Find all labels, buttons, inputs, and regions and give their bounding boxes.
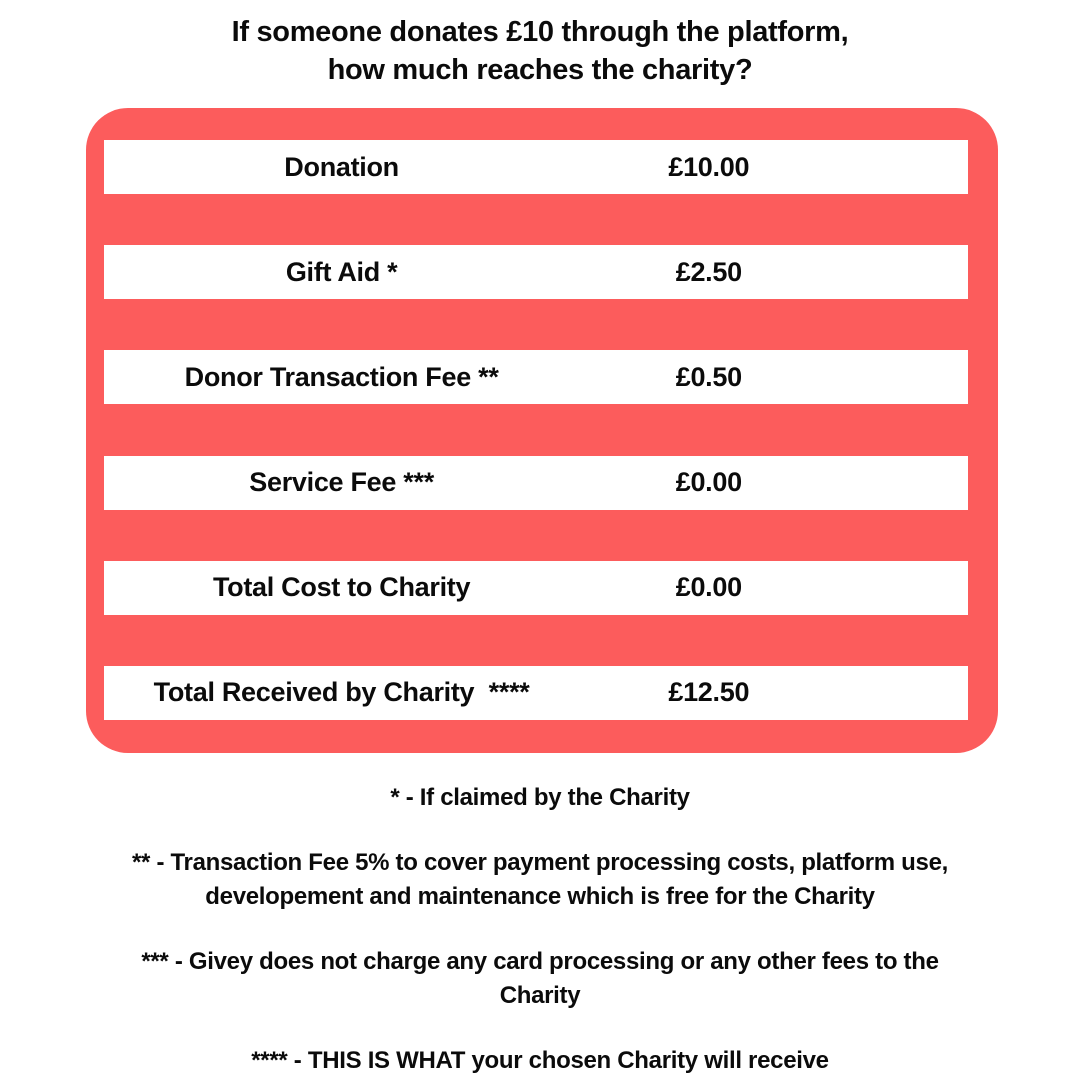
footnote-line: **** - THIS IS WHAT your chosen Charity will receive xyxy=(251,1047,829,1074)
page-title-line-1: If someone donates £10 through the platform, xyxy=(231,16,849,48)
footnote-service-fee xyxy=(55,945,1025,1013)
table-row-donor-transaction-fee xyxy=(104,350,968,404)
row-value: £12.50 xyxy=(668,677,750,708)
footnote-line: Charity xyxy=(499,982,581,1009)
fee-breakdown-panel xyxy=(86,108,998,753)
row-value: £0.00 xyxy=(675,467,742,498)
row-label: Total Cost to Charity xyxy=(212,572,471,603)
row-label: Donation xyxy=(284,151,399,182)
table-row-total-cost xyxy=(104,561,968,615)
row-label: Donor Transaction Fee ** xyxy=(184,361,499,392)
row-value: £10.00 xyxy=(668,151,750,182)
footnote-total-received xyxy=(55,1044,1025,1078)
row-label: Service Fee *** xyxy=(249,467,434,498)
footnote-gift-aid xyxy=(55,781,1025,815)
footnote-transaction-fee xyxy=(55,846,1025,914)
page-title xyxy=(0,13,1080,89)
footnote-line: * - If claimed by the Charity xyxy=(390,784,690,811)
row-label: Gift Aid * xyxy=(285,256,398,287)
footnote-line: ** - Transaction Fee 5% to cover payment processing costs, platform use, xyxy=(132,849,948,876)
row-value: £0.50 xyxy=(675,361,742,392)
page-title-line-2: how much reaches the charity? xyxy=(327,54,753,86)
row-label: Total Received by Charity **** xyxy=(153,677,530,708)
row-value: £2.50 xyxy=(675,256,742,287)
fee-table xyxy=(104,140,968,720)
row-value: £0.00 xyxy=(675,572,742,603)
table-row-total-received xyxy=(104,666,968,720)
table-row-donation xyxy=(104,140,968,194)
table-row-gift-aid xyxy=(104,245,968,299)
footnote-line: *** - Givey does not charge any card processing or any other fees to the xyxy=(141,948,939,975)
footnotes xyxy=(55,781,1025,1078)
table-row-service-fee xyxy=(104,456,968,510)
footnote-line: developement and maintenance which is free for the Charity xyxy=(205,883,875,910)
